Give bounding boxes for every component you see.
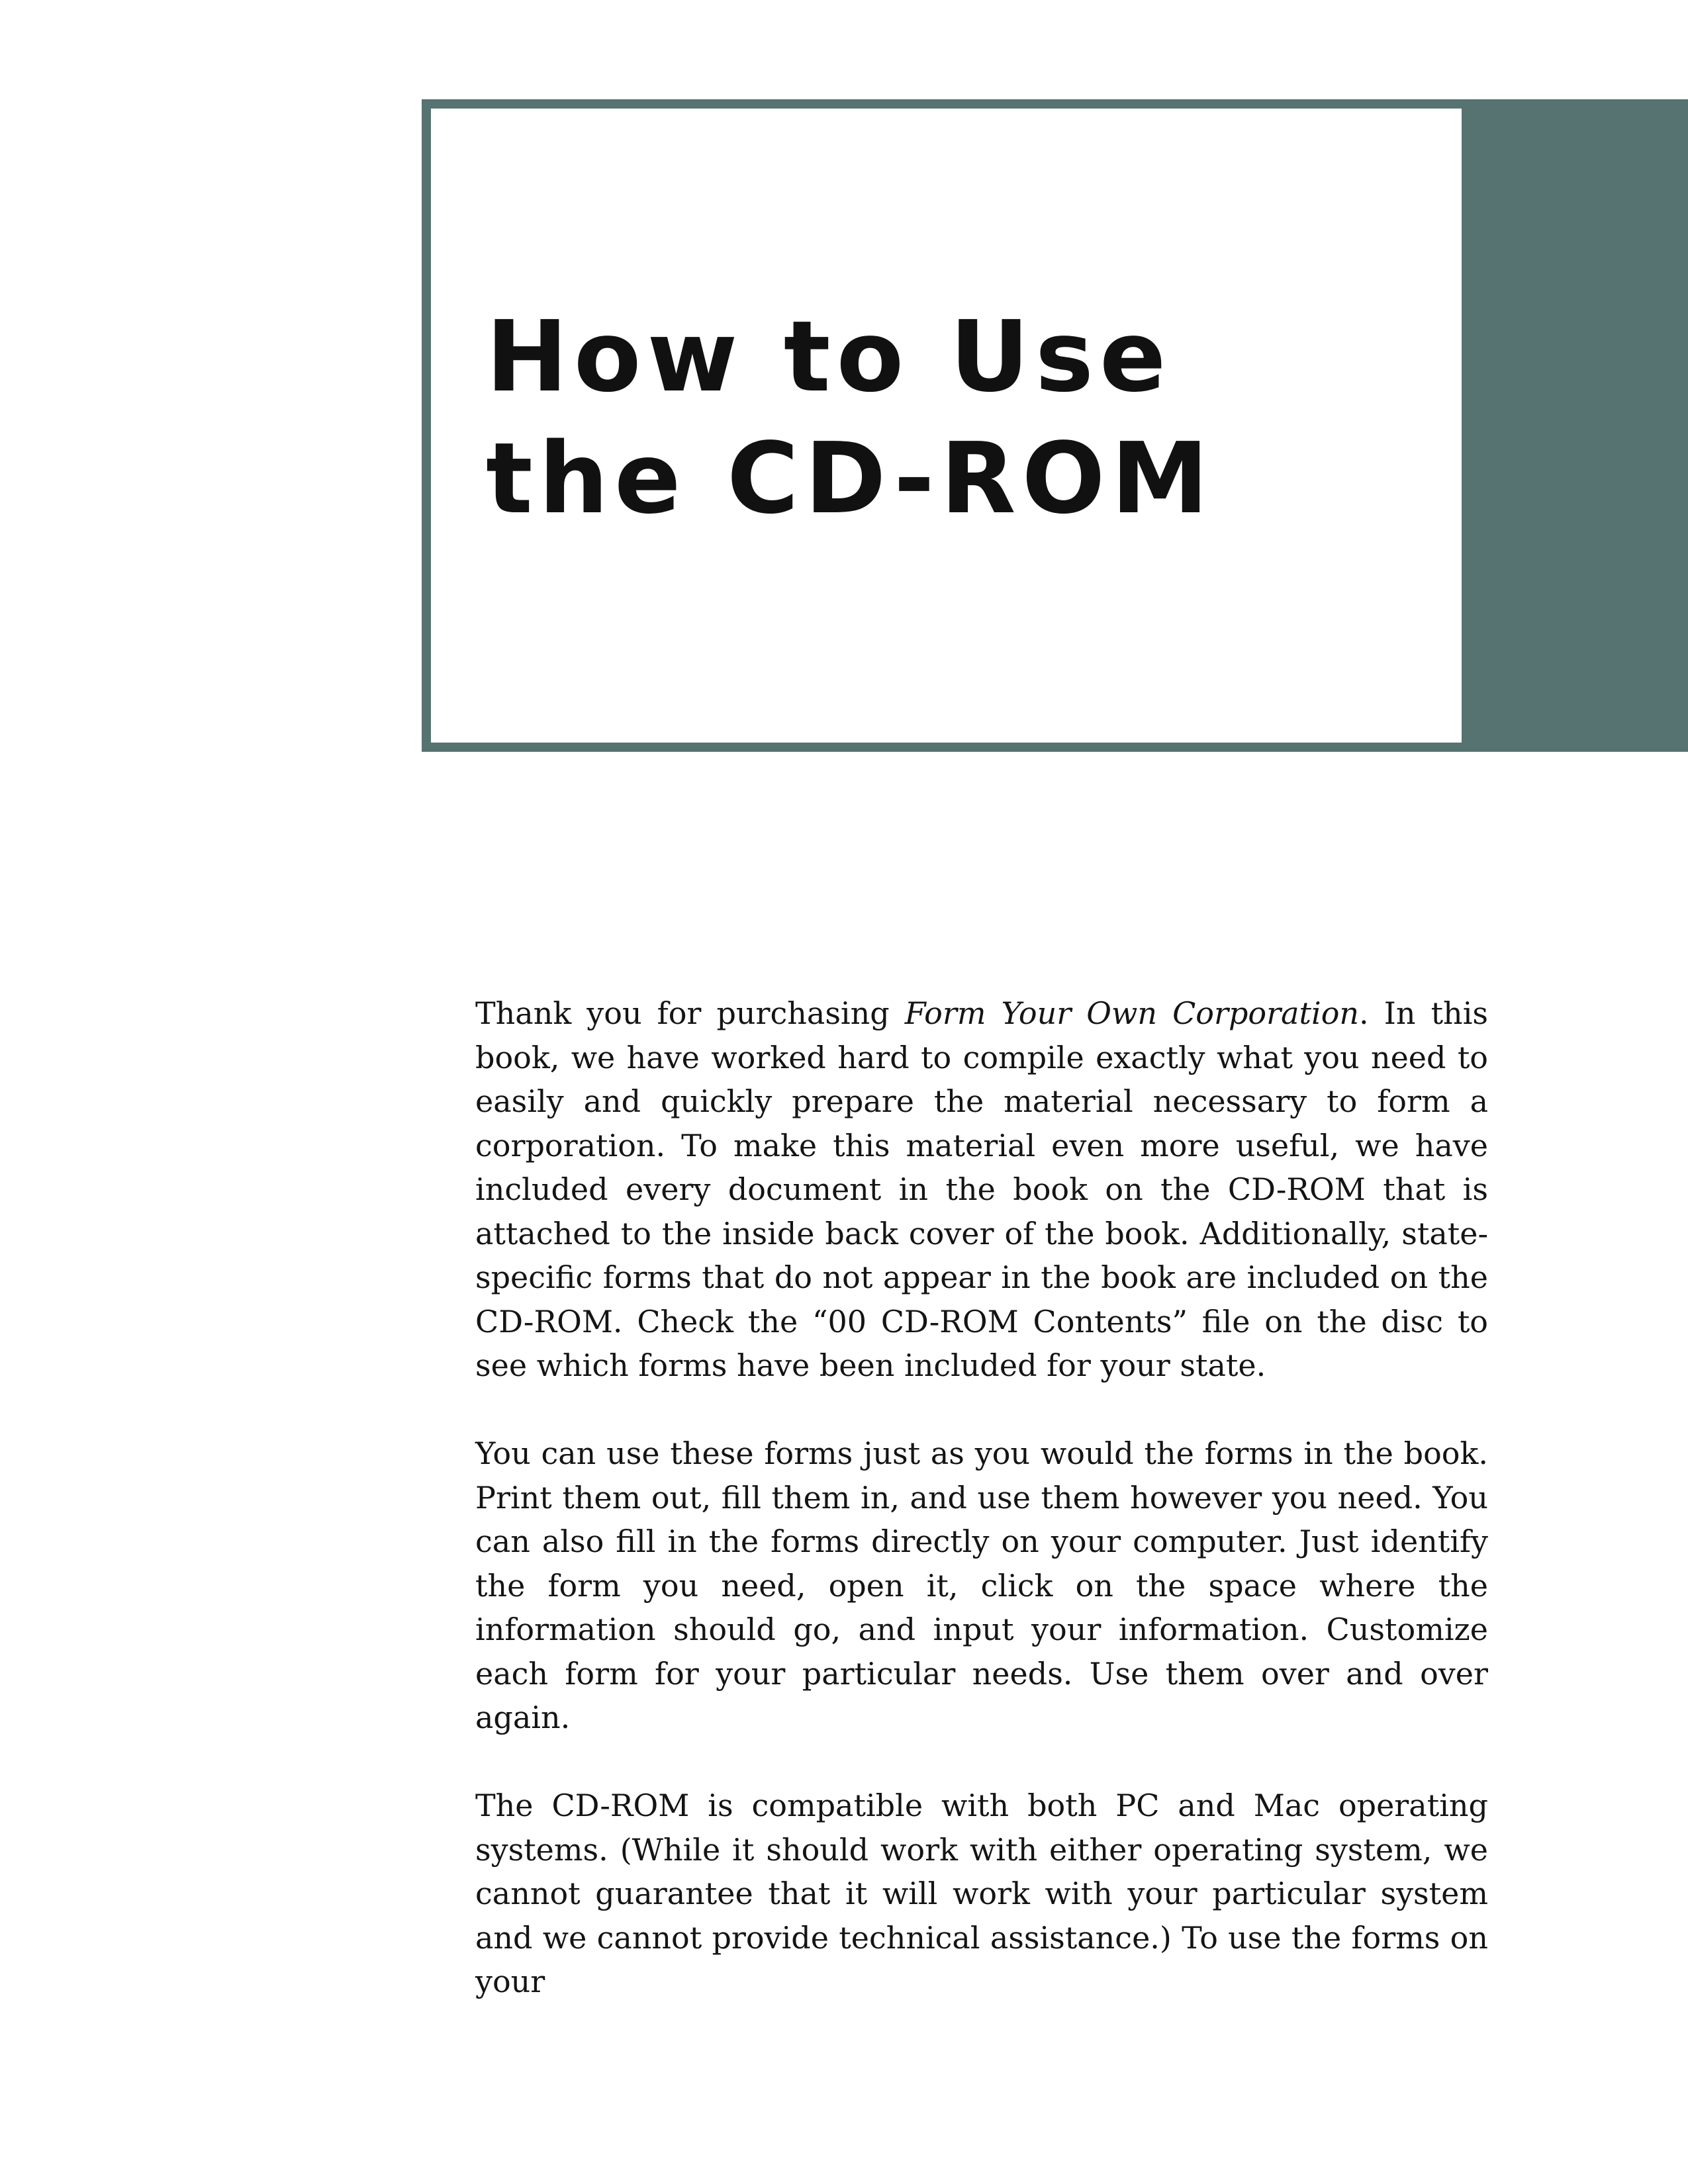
accent-side-panel [1463, 99, 1688, 752]
paragraph-intro [475, 991, 1488, 1388]
paragraph-intro-lead: Thank you for purchasing [475, 995, 905, 1031]
chapter-title [486, 296, 1215, 539]
chapter-title-box [422, 99, 1471, 752]
chapter-title-line-1: How to Use [486, 300, 1172, 414]
book-title: Form Your Own Corporation [904, 995, 1360, 1031]
paragraph-intro-rest: . In this book, we have worked hard to compile exactly what you need to easily and quickly prepare the material necessary to form a corporation. To make this material even more useful, we have included every document in the book on the CD-ROM that is attached to the inside back cover of the book. Additionally, state-specific forms that do not appear in the book are included on the CD-ROM. Check the “00 CD-ROM Contents” file on the disc to see which forms have been included for your state. [475, 995, 1489, 1383]
paragraph-usage: You can use these forms just as you would the forms in the book. Print them out, fill them in, and use them however you need. You can also fill in the forms directly on your computer. Just identify the form you need, open it, click on the space where the information should go, and input your information. Customize each form for your particular needs. Use them over and over again. [475, 1435, 1488, 1735]
body-text [475, 991, 1488, 2004]
chapter-title-line-2: the CD-ROM [486, 422, 1215, 535]
paragraph-compatibility: The CD-ROM is compatible with both PC and Mac operating systems. (While it should work with either operating system, we cannot guarantee that it will work with your particular system and we cannot provide technical assistance.) To use the forms on your [475, 1788, 1488, 1999]
